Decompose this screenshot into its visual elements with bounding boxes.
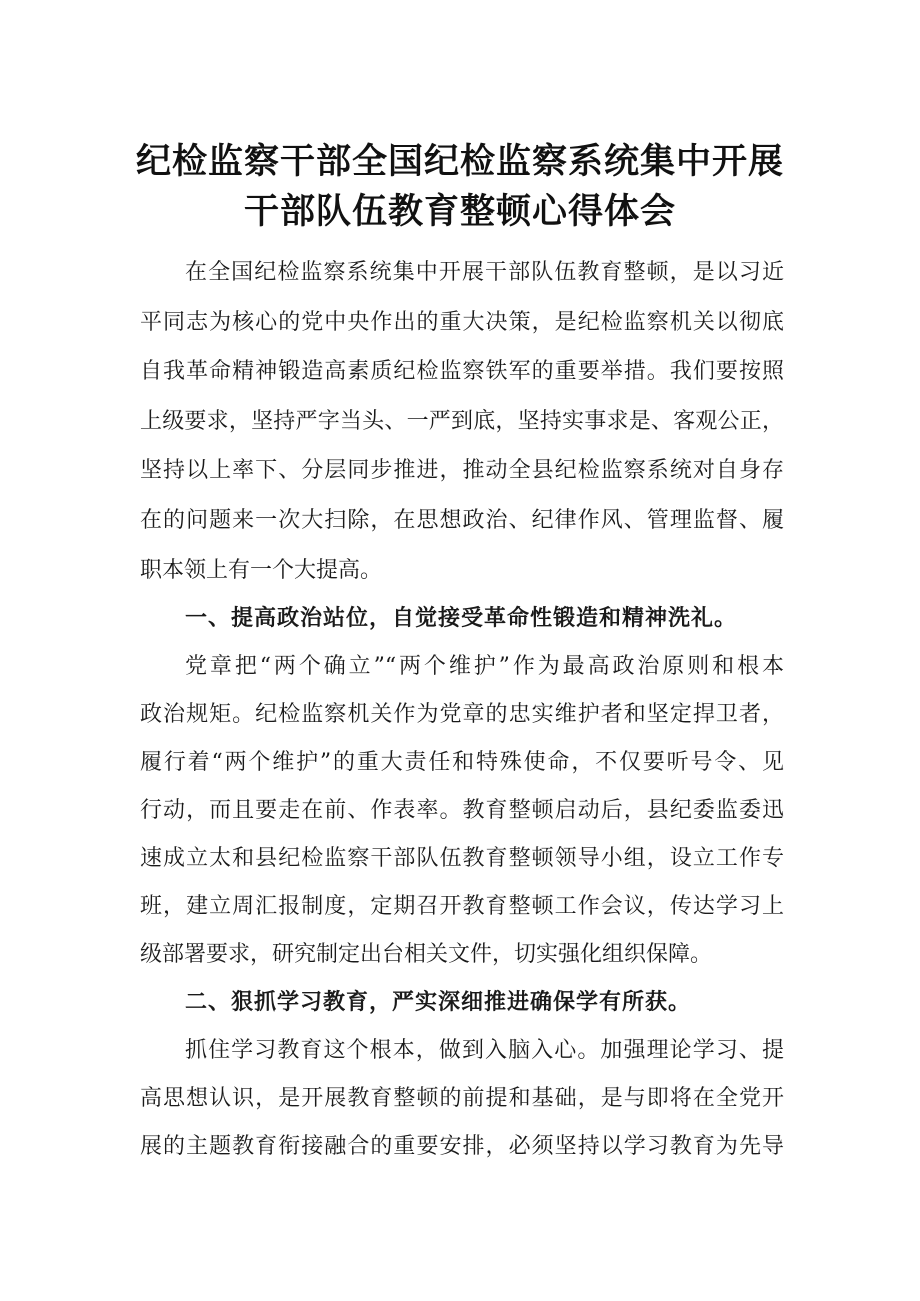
paragraph-line: 平同志为核心的党中央作出的重大决策，是纪检监察机关以彻底 (140, 309, 784, 335)
paragraph-line: 高思想认识，是开展教育整顿的前提和基础，是与即将在全党开 (140, 1086, 784, 1112)
paragraph (140, 1027, 784, 1171)
paragraph-line: 坚持以上率下、分层同步推进，推动全县纪检监察系统对自身存 (140, 458, 784, 484)
paragraph-line: 行动，而且要走在前、作表率。教育整顿启动后，县纪委监委迅 (140, 798, 784, 824)
paragraph-line: 速成立太和县纪检监察干部队伍教育整顿领导小组，设立工作专 (140, 846, 784, 872)
paragraph-line: 党章把“两个确立”“两个维护”作为最高政治原则和根本 (185, 654, 784, 680)
section-heading: 一、提高政治站位，自觉接受革命性锻造和精神洗礼。 (185, 606, 738, 632)
paragraph-line: 抓住学习教育这个根本，做到入脑入心。加强理论学习、提 (185, 1038, 784, 1064)
paragraph-line: 展的主题教育衔接融合的重要安排，必须坚持以学习教育为先导 (140, 1134, 784, 1160)
paragraph (140, 643, 784, 979)
document-title-line-1: 纪检监察干部全国纪检监察系统集中开展 (135, 142, 784, 182)
section-heading: 二、狠抓学习教育，严实深细推进确保学有所获。 (185, 990, 692, 1016)
paragraph-line: 政治规矩。纪检监察机关作为党章的忠实维护者和坚定捍卫者， (140, 702, 784, 728)
document-title-line-2: 干部队伍教育整顿心得体会 (243, 192, 676, 232)
paragraph-line: 级部署要求，研究制定出台相关文件，切实强化组织保障。 (140, 942, 713, 968)
paragraph-line: 班，建立周汇报制度，定期召开教育整顿工作会议，传达学习上 (140, 894, 784, 920)
paragraph (140, 248, 784, 595)
paragraph-line: 职本领上有一个大提高。 (140, 557, 383, 583)
paragraph-line: 在的问题来一次大扫除，在思想政治、纪律作风、管理监督、履 (140, 507, 784, 533)
document-body (140, 248, 784, 1171)
paragraph-line: 履行着“两个维护”的重大责任和特殊使命，不仅要听号令、见 (140, 750, 784, 776)
paragraph-line: 上级要求，坚持严字当头、一严到底，坚持实事求是、客观公正， (140, 408, 784, 434)
paragraph-line: 自我革命精神锻造高素质纪检监察铁军的重要举措。我们要按照 (140, 359, 784, 385)
paragraph-line: 在全国纪检监察系统集中开展干部队伍教育整顿，是以习近 (185, 260, 784, 285)
